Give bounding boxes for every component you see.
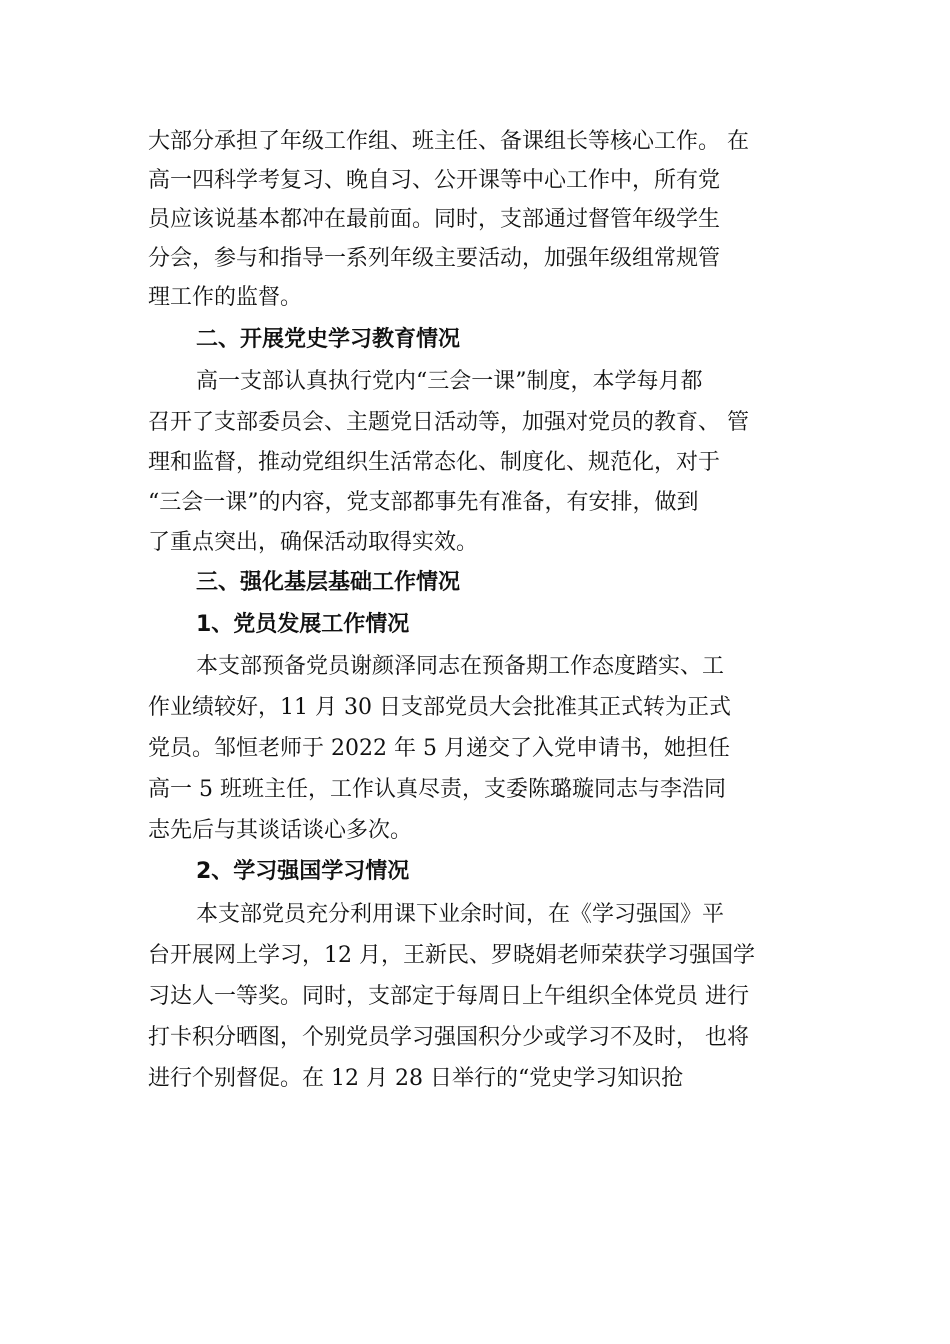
body-text-line: 理工作的监督。 [148, 285, 303, 310]
body-text-line: 分会，参与和指导一系列年级主要活动，加强年级组常规管 [148, 246, 721, 271]
body-text-line: 了重点突出，确保活动取得实效。 [148, 530, 479, 555]
paragraph-first-line: 本支部党员充分利用课下业余时间，在《学习强国》平 [196, 902, 725, 927]
body-text-line: 召开了支部委员会、主题党日活动等，加强对党员的教育、 管 [148, 410, 749, 435]
section-heading: 三、强化基层基础工作情况 [196, 570, 461, 595]
body-text-line: 高一 5 班班主任，工作认真尽责，支委陈璐璇同志与李浩同 [148, 777, 726, 802]
body-text-line: 理和监督，推动党组织生活常态化、制度化、规范化，对于 [148, 450, 721, 475]
body-text-line: 打卡积分晒图，个别党员学习强国积分少或学习不及时， 也将 [148, 1025, 749, 1050]
body-text-line: 大部分承担了年级工作组、班主任、备课组长等核心工作。 在 [148, 129, 749, 154]
body-text-line: 作业绩较好，11 月 30 日支部党员大会批准其正式转为正式 [148, 695, 731, 720]
paragraph-first-line: 高一支部认真执行党内“三会一课”制度，本学每月都 [196, 369, 703, 394]
section-heading: 二、开展党史学习教育情况 [196, 327, 461, 352]
body-text-line: 员应该说基本都冲在最前面。同时，支部通过督管年级学生 [148, 207, 721, 232]
body-text-line: “三会一课”的内容，党支部都事先有准备，有安排，做到 [148, 490, 699, 515]
body-text-line: 党员。邹恒老师于 2022 年 5 月递交了入党申请书，她担任 [148, 736, 730, 761]
body-text-line: 习达人一等奖。同时，支部定于每周日上午组织全体党员 进行 [148, 984, 749, 1009]
body-text-line: 高一四科学考复习、晚自习、公开课等中心工作中，所有党 [148, 168, 721, 193]
paragraph-first-line: 本支部预备党员谢颜泽同志在预备期工作态度踏实、工 [196, 654, 725, 679]
subsection-heading: 1、党员发展工作情况 [196, 612, 410, 637]
body-text-line: 台开展网上学习，12 月，王新民、罗晓娟老师荣获学习强国学 [148, 943, 755, 968]
body-text-line: 志先后与其谈话谈心多次。 [148, 818, 413, 843]
body-text-line: 进行个别督促。在 12 月 28 日举行的“党史学习知识抢 [148, 1066, 684, 1091]
subsection-heading: 2、学习强国学习情况 [196, 859, 410, 884]
